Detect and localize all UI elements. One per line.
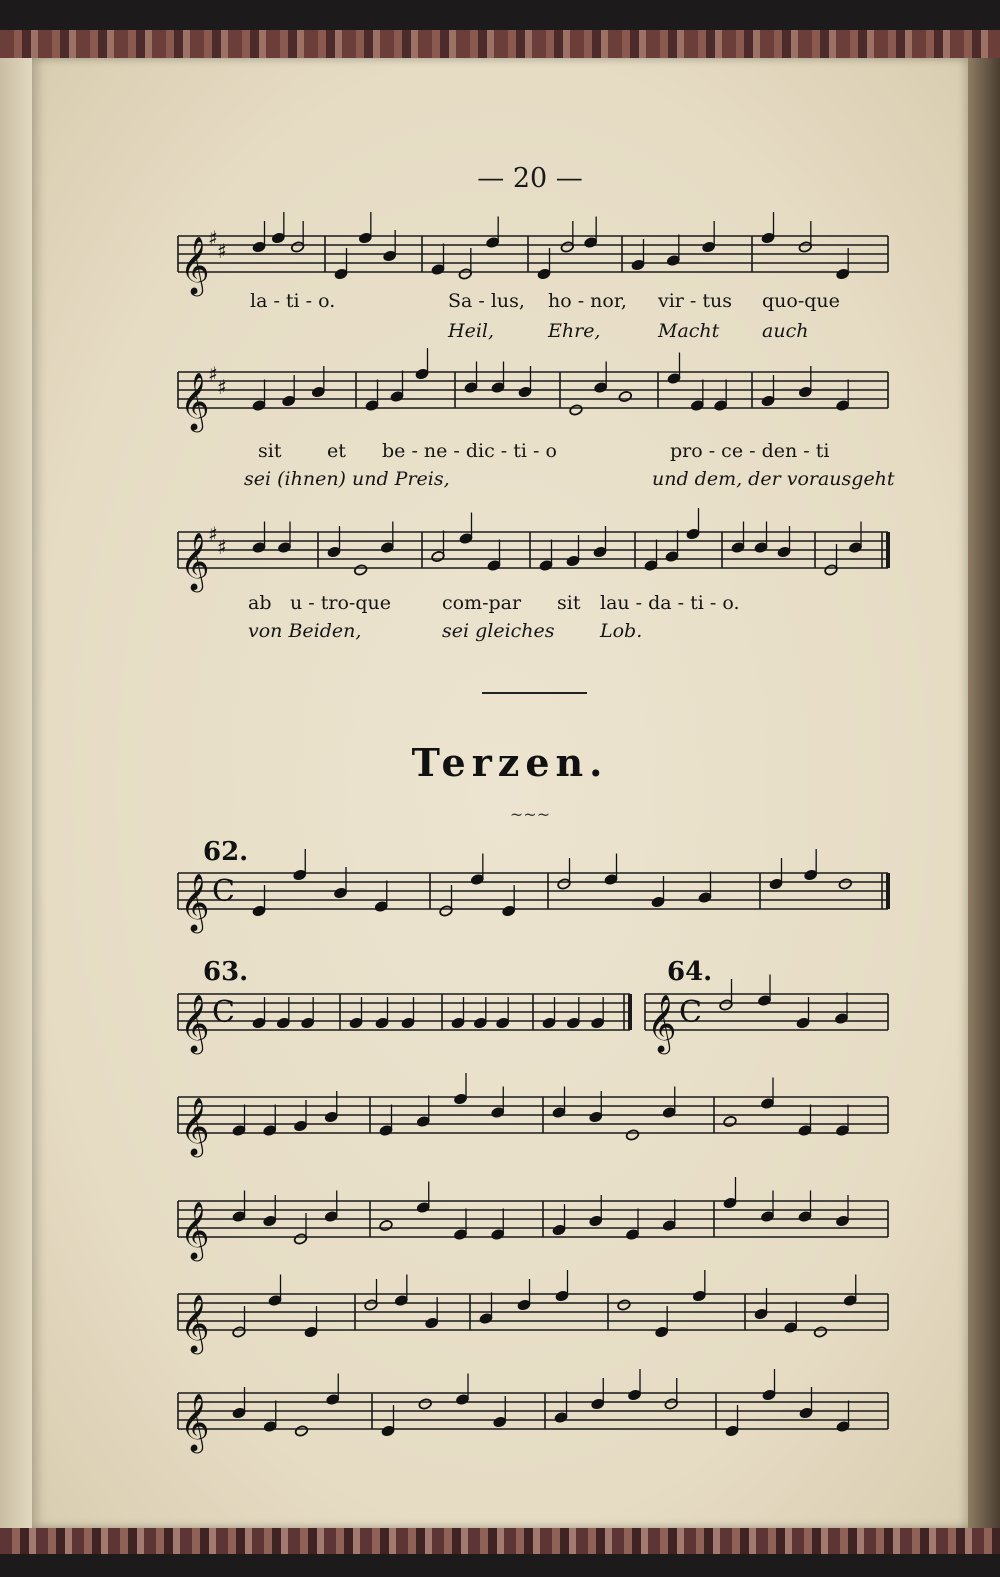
lyric-s1-latin-3: vir - tus [658, 290, 733, 312]
lyric-s1-latin-4: quo-que [762, 290, 840, 312]
svg-text:C: C [212, 874, 235, 909]
svg-text:𝄞: 𝄞 [180, 1393, 210, 1451]
svg-text:C: C [679, 995, 702, 1030]
svg-text:𝄞: 𝄞 [180, 873, 210, 931]
lyric-s2-german-1: und dem, der vorausgeht [652, 468, 895, 490]
lyric-s1-latin-2: ho - nor, [548, 290, 627, 312]
lyric-s3-latin-4: lau - da - ti - o. [600, 592, 740, 614]
svg-text:𝄞: 𝄞 [180, 372, 210, 430]
svg-text:♯: ♯ [208, 226, 218, 250]
lyric-s3-latin-3: sit [557, 592, 581, 614]
svg-text:𝄞: 𝄞 [180, 1097, 210, 1155]
exercise-number-64: 64. [667, 957, 713, 987]
svg-text:♯: ♯ [217, 535, 227, 559]
svg-text:𝄞: 𝄞 [180, 1294, 210, 1352]
svg-text:𝄞: 𝄞 [180, 994, 210, 1052]
lyric-s1-german-0: Heil, [448, 320, 495, 342]
svg-text:𝄞: 𝄞 [180, 1201, 210, 1259]
lyric-s1-german-3: auch [762, 320, 809, 342]
lyric-s3-german-0: von Beiden, [248, 620, 362, 642]
section-ornament: ~~~ [509, 805, 551, 824]
section-title: Terzen. [411, 740, 609, 785]
lyric-s3-latin-1: u - tro-que [290, 592, 391, 614]
lyric-s2-latin-0: sit [258, 440, 282, 462]
lyric-s1-latin-0: la - ti - o. [250, 290, 336, 312]
svg-text:𝄞: 𝄞 [180, 532, 210, 590]
svg-text:♯: ♯ [217, 239, 227, 263]
lyric-s2-latin-2: be - ne - dic - ti - o [382, 440, 557, 462]
lyric-s3-latin-2: com-par [442, 592, 522, 614]
section-divider [482, 692, 587, 694]
lyric-s1-german-1: Ehre, [548, 320, 601, 342]
svg-text:𝄞: 𝄞 [180, 236, 210, 294]
lyric-s2-latin-3: pro - ce - den - ti [670, 440, 830, 462]
svg-text:♯: ♯ [217, 375, 227, 399]
page-number: — 20 — [477, 163, 583, 194]
lyric-s2-german-0: sei (ihnen) und Preis, [244, 468, 450, 490]
lyric-s3-german-1: sei gleiches [442, 620, 555, 642]
svg-text:♯: ♯ [208, 362, 218, 386]
svg-text:♯: ♯ [208, 522, 218, 546]
exercise-number-62: 62. [203, 837, 249, 867]
lyric-s2-latin-1: et [327, 440, 346, 462]
exercise-number-63: 63. [203, 957, 249, 987]
lyric-s1-german-2: Macht [658, 320, 720, 342]
lyric-s1-latin-1: Sa - lus, [448, 290, 525, 312]
lyric-s3-german-2: Lob. [600, 620, 643, 642]
svg-text:𝄞: 𝄞 [647, 994, 677, 1052]
svg-text:C: C [212, 995, 235, 1030]
lyric-s3-latin-0: ab [248, 592, 272, 614]
